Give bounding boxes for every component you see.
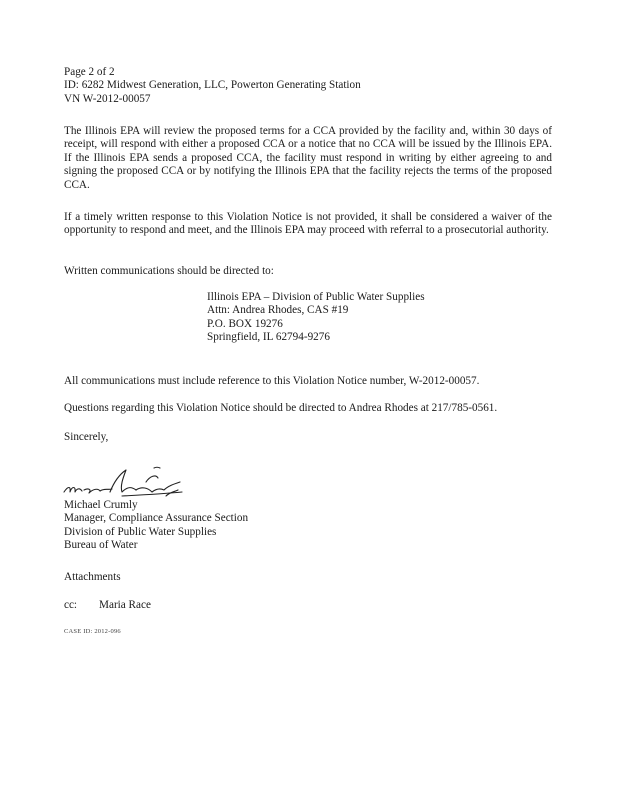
closing-salutation: Sincerely, — [64, 431, 109, 443]
signer-block — [64, 499, 364, 553]
facility-id-line: ID: 6282 Midwest Generation, LLC, Powerton Generating Station — [64, 79, 361, 92]
cc-label: cc: — [64, 599, 78, 611]
mailing-address — [207, 291, 507, 345]
address-line-1: Illinois EPA – Division of Public Water Supplies — [207, 291, 425, 303]
violation-notice-number: VN W-2012-00057 — [64, 92, 151, 105]
cc-recipient: Maria Race — [99, 599, 151, 611]
paragraph-reference-number: All communications must include reference to this Violation Notice number, W-2012-00057. — [64, 375, 480, 387]
signer-name: Michael Crumly — [64, 499, 138, 511]
address-line-3: P.O. BOX 19276 — [207, 317, 283, 330]
attachments-label: Attachments — [64, 571, 121, 583]
case-id: CASE ID: 2012-096 — [64, 628, 121, 635]
signer-division: Division of Public Water Supplies — [64, 525, 217, 538]
cc-line — [64, 599, 151, 612]
letter-header — [64, 66, 544, 106]
paragraph-questions-contact: Questions regarding this Violation Notice should be directed to Andrea Rhodes at 217/785-0561. — [64, 402, 498, 414]
address-line-2: Attn: Andrea Rhodes, CAS #19 — [207, 304, 349, 317]
paragraph-written-communications: Written communications should be directed to: — [64, 265, 274, 277]
paragraph-waiver: If a timely written response to this Violation Notice is not provided, it shall be considered a waiver of the opportunity to respond and meet, and the Illinois EPA may proceed with referral to a prosecutorial authority. — [64, 211, 552, 237]
signer-title: Manager, Compliance Assurance Section — [64, 512, 249, 525]
page-number: Page 2 of 2 — [64, 66, 115, 78]
paragraph-cca-review: The Illinois EPA will review the proposed terms for a CCA provided by the facility and, within 30 days of receipt, will respond with either a proposed CCA or a notice that no CCA will be issued by the Illinois EPA. If the Illinois EPA sends a proposed CCA, the facility must respond in writing by either agreeing to and signing the proposed CCA or by notifying the Illinois EPA that the facility rejects the terms of the proposed CCA. — [64, 125, 552, 191]
address-line-4: Springfield, IL 62794-9276 — [207, 331, 330, 344]
signer-bureau: Bureau of Water — [64, 539, 138, 552]
handwritten-signature — [62, 462, 192, 504]
